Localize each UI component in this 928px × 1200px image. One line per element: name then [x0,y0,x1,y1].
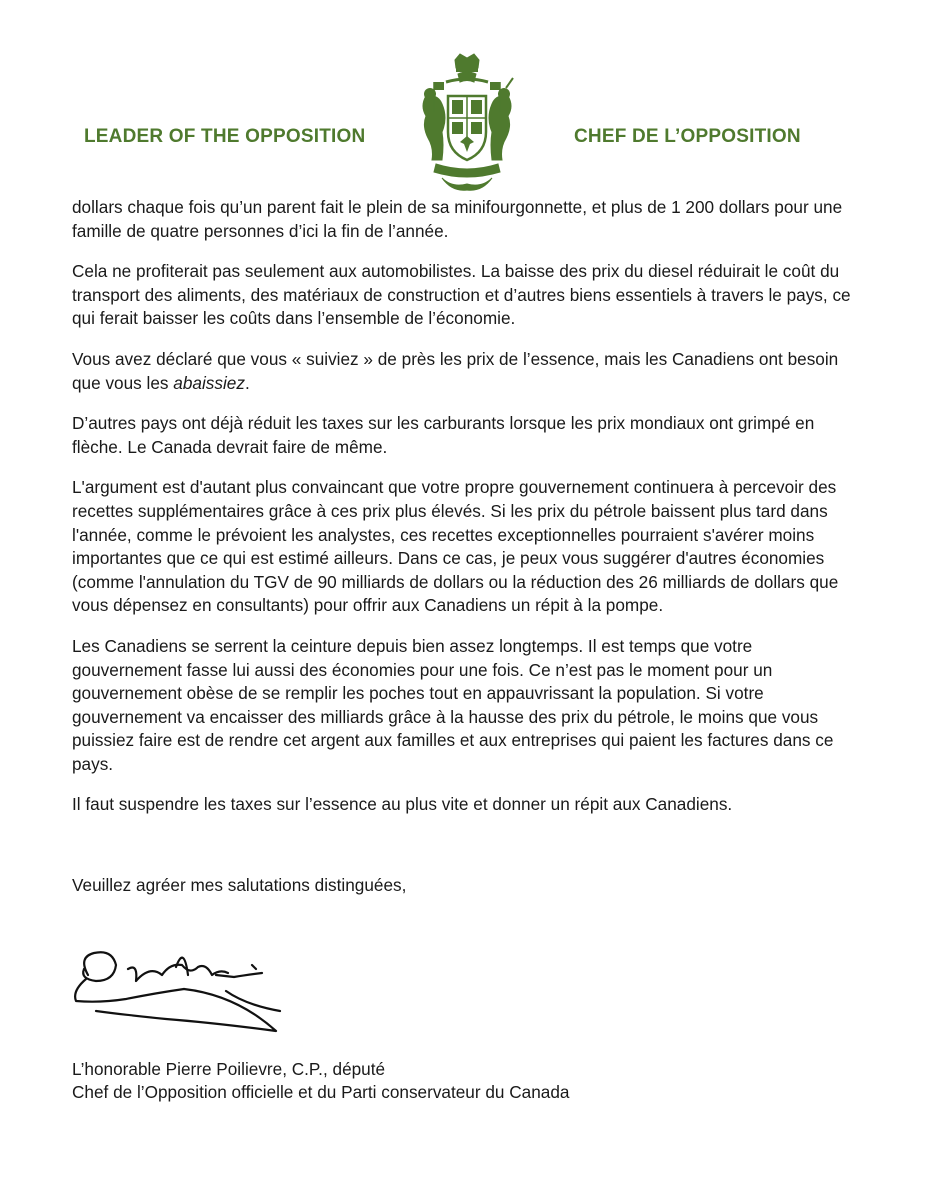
emphasized-word: abaissiez [173,372,245,393]
signatory-block [72,1058,569,1103]
letterhead [0,0,928,190]
signatory-name: L’honorable Pierre Poilievre, C.P., député [72,1059,386,1079]
paragraph: Cela ne profiterait pas seulement aux automobilistes. La baisse des prix du diesel réduirait le coût du transport des aliments, des matériaux de construction et d’autres biens essentiels à travers le pays, ce qui ferait baisser les coûts dans l’ensemble de l’économie. [72,261,851,329]
letterhead-title-english: LEADER OF THE OPPOSITION [84,126,366,147]
paragraph: dollars chaque fois qu’un parent fait le plein de sa minifourgonnette, et plus de 1 200 dollars pour une famille de quatre personnes d’ici la fin de l’année. [72,197,843,241]
closing-salutation: Veuillez agréer mes salutations distinguées, [72,875,407,895]
paragraph-text: . [244,372,250,393]
coat-of-arms-icon [412,52,522,192]
letterhead-title-french: CHEF DE L’OPPOSITION [574,126,801,147]
letter-body [72,196,862,834]
paragraph: D’autres pays ont déjà réduit les taxes sur les carburants lorsque les prix mondiaux ont grimpé en flèche. Le Canada devrait faire de même. [72,413,815,457]
paragraph [72,348,862,395]
signature-icon [66,935,296,1045]
paragraph: L'argument est d'autant plus convaincant que votre propre gouvernement continuera à percevoir des recettes supplémentaires grâce à ces prix plus élevés. Si les prix du pétrole baissent plus tard dans l'année, comme le prévoient les analystes, ces recettes exceptionnelles pourraient s'avérer moins importantes que ce qui est estimé ailleurs. Dans ce cas, je peux vous suggérer d'autres économies (comme l'annulation du TGV de 90 milliards de dollars ou la réduction des 26 milliards de dollars que vous dépensez en consultants) pour offrir aux Canadiens un répit à la pompe. [72,477,839,616]
paragraph-text: Vous avez déclaré que vous « suiviez » de près les prix de l’essence, mais les Canadiens ont besoin que vous les [72,348,839,393]
paragraph: Les Canadiens se serrent la ceinture depuis bien assez longtemps. Il est temps que votre gouvernement fasse lui aussi des économies pour une fois. Ce n’est pas le moment pour un gouvernement obèse de se remplir les poches tout en appauvrissant la population. Si votre gouvernement va encaisser des milliards grâce à la hausse des prix du pétrole, le moins que vous puissiez faire est de rendre cet argent aux familles et aux entreprises qui paient les factures dans ce pays. [72,635,834,774]
signatory-title: Chef de l’Opposition officielle et du Parti conservateur du Canada [72,1081,570,1102]
paragraph: Il faut suspendre les taxes sur l’essence au plus vite et donner un répit aux Canadiens. [72,794,733,815]
